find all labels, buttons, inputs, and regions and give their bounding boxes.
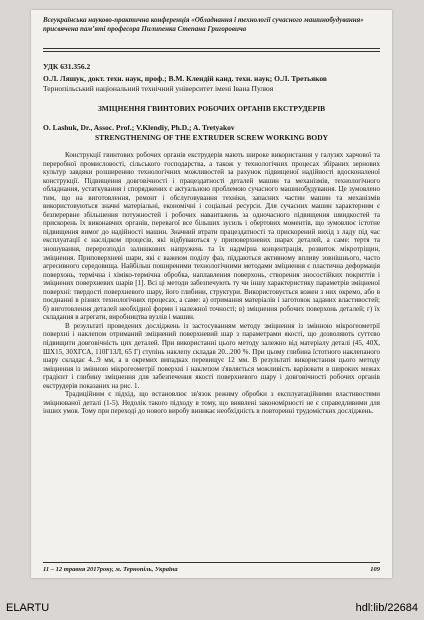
page-footer bbox=[43, 566, 380, 573]
footer-conference-date: 11 – 12 травня 2017року, м. Тернопіль, Україна bbox=[43, 566, 178, 573]
affiliation: Тернопільський національний технічний університет імені Івана Пулюя bbox=[43, 84, 274, 93]
header-rule bbox=[43, 48, 380, 49]
document-page bbox=[31, 10, 392, 578]
body-paragraph-1: Конструкції гвинтових робочих органів екструдерів мають широке використання у галузях харчової та переробної промисловості, сільського господарства, а також у технологічних процесах збіраних зернових культур завдяки розширенню технологічних можливостей за рахунок підвищеної надійності вдосконаленої конструкції. Підвищення довговічності і працездатності деталей машин та механізмів, технологічного обладнання, устаткування і споряджених є актуальною проблемою сучасного машинобудування. Це зумовлено тим, що на виготовлення, ремонт і обслуговування техніки, запасних частин машин та механізмів використовуються значні матеріальні, економічні і соціальні ресурси. Для сучасних машин характерним є безперервне збільшення потужностей і робочих навантажень за одночасного підвищення швидкостей та прискорень їх виконавчих органів, перевагої все більших зусиль і обертових моментів, що зумовлює істотне підвищення вимог до надійності машин. Значний втрати працездатності та прискорений вихід з ладу під час експлуатації є наслідком процесів, які відбуваються у приповерхневих шарах деталей, а саме: тертя та зношування, перерозподіл залишкових напружень та їх надмірна концентрація, розвиток мікротріщин, зміцнення. Приповерхневі шари, які є важеюм поділу фаз, піддаються активному впливу зовнішнього, часто агресивного середовища. Найбільш поширеними технологічними методами зміцнення є пластична деформація поверхонь, термічна і хіміко-термічна обробка, наплавлення поверхонь, створення зносостійких покриттів і зміцнених поверхневих шарів [1]. Всі ці методи забезпечують ту чи іншу характеристику параметрів зміцненої поверхні: твердості поверхневого шару, його глибини, структури. Використовується кожен з них окремо, або в поєднанні в різних технологічних процесах, а саме: а) отримання матеріалів і заготовок заданих властивостей; б) виготовлення деталей необхідної форми і належної точності; в) зміцнення робочих поверхонь деталей; г) їх складання в агрегати, виробництва вузлів і машин. bbox=[43, 151, 380, 322]
header-rule-secondary bbox=[43, 51, 380, 52]
handle-watermark: hdl:lib/22684 bbox=[355, 602, 418, 614]
article-title-english: STRENGTHENING OF THE EXTRUDER SCREW WORKING BODY bbox=[94, 133, 329, 142]
udk-code: УДК 631.356.2 bbox=[43, 62, 91, 71]
page-number: 109 bbox=[370, 566, 380, 573]
body-paragraph-3: Традиційним є підхід, що встановлює зв'язок режиму обробки з експлуатаційними властивостями зміцнюваної деталі (1-5). Недолік такого підходу в тому, що виявлені закономірності не є справедливими для інших умов. Тому при переході до нового виробу виникає необхідність в повторенні трудомістких досліджень. bbox=[43, 390, 380, 416]
article-title-ukrainian: ЗМІЦНЕННЯ ГВИНТОВИХ РОБОЧИХ ОРГАНІВ ЕКСТРУДЕРІВ bbox=[97, 104, 326, 113]
authors-ukrainian: О.Л. Ляшук, докт. техн. наук, проф.; В.М. Клендій канд. техн. наук; О.Л. Третьяков bbox=[43, 74, 327, 83]
article-body bbox=[43, 151, 380, 416]
authors-english: O. Lashuk, Dr., Assoc. Prof.; V.Klendiy, Ph.D.; A. Tretyakov bbox=[43, 123, 235, 132]
repository-watermark: ELARTU bbox=[6, 602, 50, 614]
conference-header: Всеукраїнська науково-практична конференція «Обладнання і технології сучасного машинобудування» присвячена пам’яті професора Пилипенка Степана Григоровича bbox=[43, 16, 364, 33]
body-paragraph-2: В результаті проведених досліджень із застосуванням методу зміцнення із змінною мікрогеометрії поверхні і наклепом отриманий зміцнений поверхневий шар з параметрами якості, що дозволяють суттєво підвищити довговічність цих деталей. При використанні цього методу залежно від матеріалу деталі (45, 40Х, ШХ15, 30ХГСА, 110Г13Л, 65 Г) ступінь наклепу складав 20...200 %. При цьому глибина їстотного наклепаного шару складає 4...9 мм, а в окремих випадках перевищує 12 мм. В результаті використання цього методу зміцнення із змінною мікрогеометрії поверхні і наклепом з'являється можливість варіювати в широких межах градієнт і глибину зміцнення для забезпечення якості поверхневого шару і довговічності робочих органів екструдерів показаних на рис. 1. bbox=[43, 321, 380, 390]
footer-rule bbox=[43, 562, 380, 563]
